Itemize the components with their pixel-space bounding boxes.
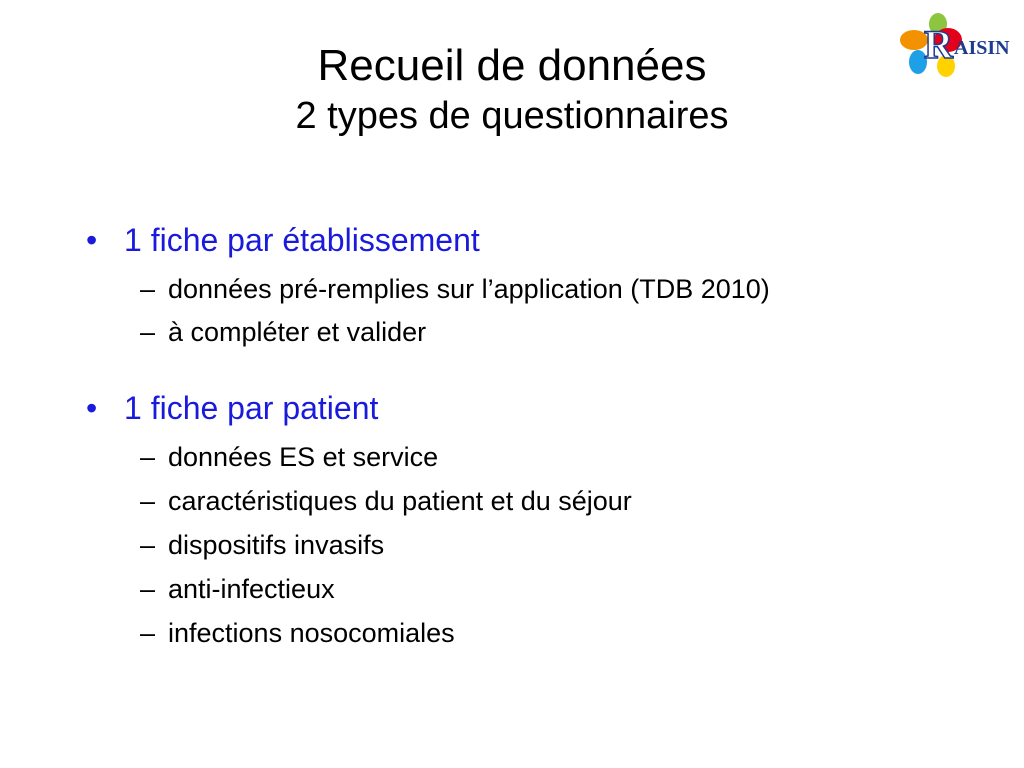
sub-item-label: données ES et service — [168, 442, 439, 472]
bullet-label: 1 fiche par établissement — [124, 222, 480, 258]
sub-item-label: à compléter et valider — [168, 317, 427, 347]
title-main: Recueil de données — [317, 41, 707, 90]
sub-item — [140, 618, 455, 649]
sub-item — [140, 486, 632, 517]
sub-item-label: infections nosocomiales — [168, 618, 455, 648]
dash-marker: – — [140, 574, 156, 604]
bullet-marker: • — [86, 390, 98, 426]
dash-marker: – — [140, 442, 156, 472]
bullet-label: 1 fiche par patient — [124, 390, 379, 426]
dash-marker: – — [140, 486, 156, 516]
sub-item — [140, 530, 384, 561]
sub-item-label: caractéristiques du patient et du séjour — [168, 486, 632, 516]
sub-item — [140, 274, 770, 305]
sub-item — [140, 442, 438, 473]
dash-marker: – — [140, 530, 156, 560]
bullet-patient — [86, 390, 378, 427]
dash-marker: – — [140, 618, 156, 648]
bullet-marker: • — [86, 222, 98, 258]
sub-item-label: données pré-remplies sur l’application (TDB 2010) — [168, 274, 770, 304]
sub-item — [140, 574, 335, 605]
sub-item-label: anti-infectieux — [168, 574, 335, 604]
svg-text:R: R — [924, 22, 953, 67]
sub-item — [140, 317, 426, 348]
svg-text:AISIN: AISIN — [954, 37, 1010, 59]
dash-marker: – — [140, 317, 156, 347]
bullet-etablissement — [86, 222, 480, 259]
sub-item-label: dispositifs invasifs — [168, 530, 385, 560]
title-subtitle: 2 types de questionnaires — [295, 95, 729, 137]
dash-marker: – — [140, 274, 156, 304]
